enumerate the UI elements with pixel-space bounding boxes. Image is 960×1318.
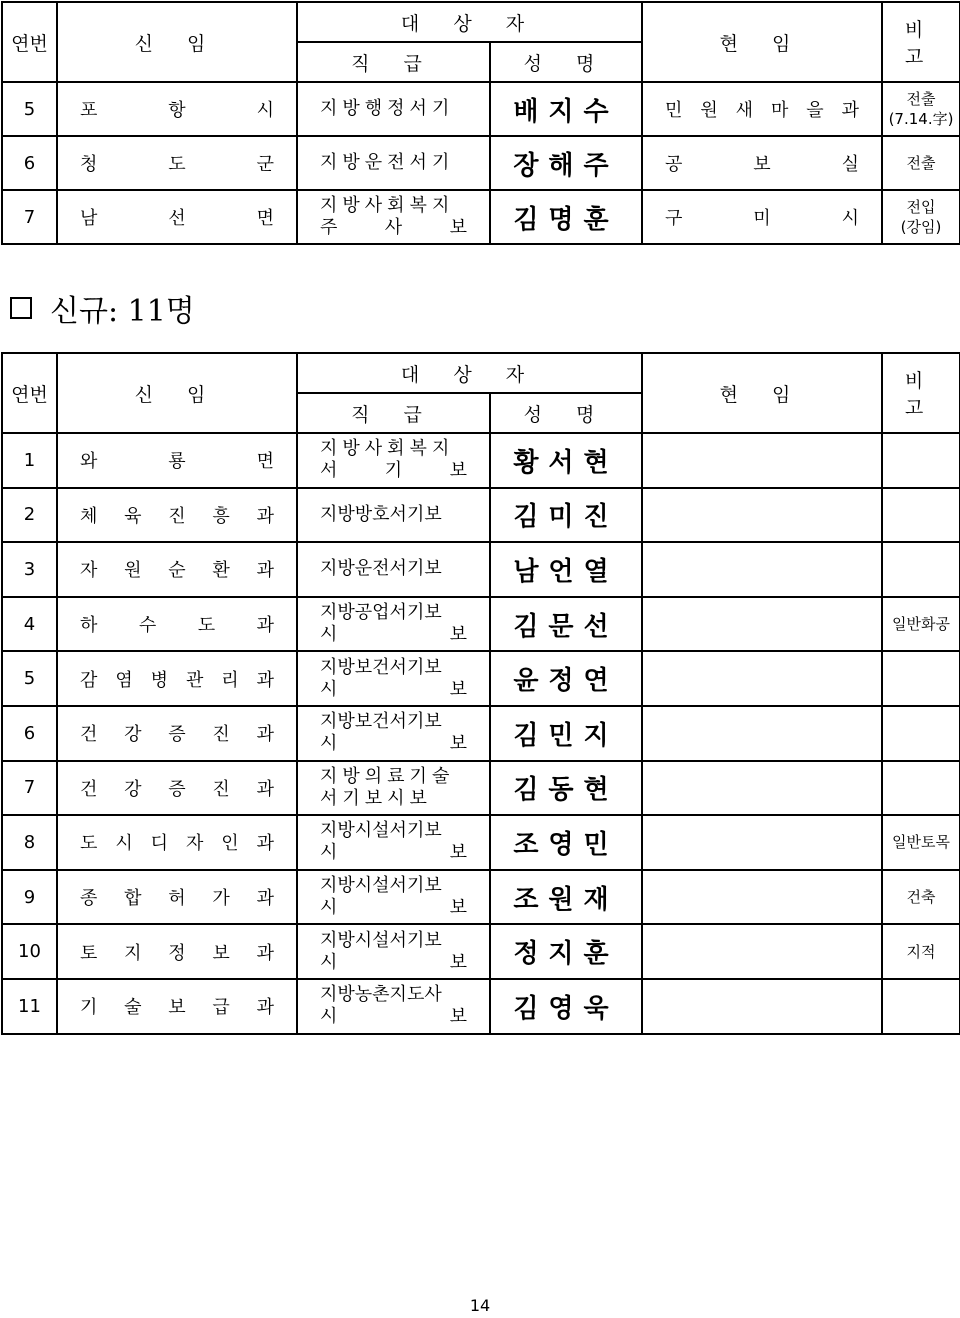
grade-cell: 지방사회복지 서 기 보 xyxy=(297,433,490,488)
row-number: 2 xyxy=(2,488,57,543)
remark-cell xyxy=(882,761,960,816)
table-row xyxy=(2,82,960,136)
new-post-cell: 자 원 순 환 과 xyxy=(57,542,297,597)
grade-cell: 지방공업서기보 시 보 xyxy=(297,597,490,652)
remark-cell: 지적 xyxy=(882,924,960,979)
new-post-cell: 건 강 증 진 과 xyxy=(57,706,297,761)
person-name: 김명훈 xyxy=(490,190,642,244)
row-number: 4 xyxy=(2,597,57,652)
col-header-no: 연번 xyxy=(2,2,57,82)
grade-cell: 지방방호서기보 xyxy=(297,488,490,543)
grade-cell: 지방행정서기 xyxy=(297,82,490,136)
current-post-cell: 공 보 실 xyxy=(642,136,882,190)
new-post-cell: 와 룡 면 xyxy=(57,433,297,488)
current-post-cell xyxy=(642,651,882,706)
row-number: 1 xyxy=(2,433,57,488)
table-row xyxy=(2,597,960,652)
row-number: 7 xyxy=(2,190,57,244)
row-number: 6 xyxy=(2,706,57,761)
person-name: 조영민 xyxy=(490,815,642,870)
col-header-target: 대 상 자 xyxy=(297,2,642,42)
remark-cell: 건축 xyxy=(882,870,960,925)
table-row xyxy=(2,488,960,543)
grade-cell: 지방시설서기보 시 보 xyxy=(297,815,490,870)
new-post-cell: 남 선 면 xyxy=(57,190,297,244)
remark-cell xyxy=(882,433,960,488)
row-number: 11 xyxy=(2,979,57,1034)
current-post-cell xyxy=(642,542,882,597)
current-post-cell xyxy=(642,706,882,761)
table-row xyxy=(2,924,960,979)
current-post-cell: 민 원 새 마 을 과 xyxy=(642,82,882,136)
new-post-cell: 토 지 정 보 과 xyxy=(57,924,297,979)
table-row xyxy=(2,190,960,244)
table-row xyxy=(2,706,960,761)
grade-cell: 지방보건서기보 시 보 xyxy=(297,706,490,761)
remark-cell: 일반토목 xyxy=(882,815,960,870)
row-number: 5 xyxy=(2,651,57,706)
person-name: 김영욱 xyxy=(490,979,642,1034)
grade-cell: 지방시설서기보 시 보 xyxy=(297,870,490,925)
remark-cell xyxy=(882,542,960,597)
col-header-no: 연번 xyxy=(2,353,57,433)
row-number: 8 xyxy=(2,815,57,870)
remark-cell: 전입 (강임) xyxy=(882,190,960,244)
page-number: 14 xyxy=(469,1296,491,1315)
row-number: 7 xyxy=(2,761,57,816)
remark-cell: 일반화공 xyxy=(882,597,960,652)
remark-cell xyxy=(882,706,960,761)
person-name: 김미진 xyxy=(490,488,642,543)
new-post-cell: 감 염 병 관 리 과 xyxy=(57,651,297,706)
current-post-cell xyxy=(642,815,882,870)
grade-cell: 지방시설서기보 시 보 xyxy=(297,924,490,979)
table-row xyxy=(2,651,960,706)
new-post-cell: 포 항 시 xyxy=(57,82,297,136)
new-post-cell: 도 시 디 자 인 과 xyxy=(57,815,297,870)
grade-cell: 지방운전서기 xyxy=(297,136,490,190)
current-post-cell xyxy=(642,597,882,652)
col-header-grade: 직 급 xyxy=(297,393,490,433)
remark-cell: 전출 xyxy=(882,136,960,190)
person-name: 조원재 xyxy=(490,870,642,925)
new-post-cell: 종 합 허 가 과 xyxy=(57,870,297,925)
col-header-name: 성 명 xyxy=(490,393,642,433)
person-name: 남언열 xyxy=(490,542,642,597)
remark-cell xyxy=(882,651,960,706)
table-row xyxy=(2,870,960,925)
current-post-cell xyxy=(642,761,882,816)
col-header-remark: 비 고 xyxy=(882,353,960,433)
col-header-current: 현 임 xyxy=(642,2,882,82)
current-post-cell xyxy=(642,433,882,488)
person-name: 배지수 xyxy=(490,82,642,136)
new-post-cell: 하 수 도 과 xyxy=(57,597,297,652)
remark-cell xyxy=(882,979,960,1034)
person-name: 윤정연 xyxy=(490,651,642,706)
grade-cell: 지방운전서기보 xyxy=(297,542,490,597)
row-number: 3 xyxy=(2,542,57,597)
table-row xyxy=(2,815,960,870)
table-row xyxy=(2,542,960,597)
new-hire-table xyxy=(1,352,960,1035)
row-number: 5 xyxy=(2,82,57,136)
person-name: 장해주 xyxy=(490,136,642,190)
person-name: 김문선 xyxy=(490,597,642,652)
remark-cell xyxy=(882,488,960,543)
person-name: 김동현 xyxy=(490,761,642,816)
col-header-target: 대 상 자 xyxy=(297,353,642,393)
section-new-hires-title: 신규: 11명 xyxy=(10,286,195,330)
new-post-cell: 기 술 보 급 과 xyxy=(57,979,297,1034)
current-post-cell xyxy=(642,924,882,979)
col-header-name: 성 명 xyxy=(490,42,642,82)
table-row xyxy=(2,433,960,488)
row-number: 10 xyxy=(2,924,57,979)
row-number: 9 xyxy=(2,870,57,925)
col-header-grade: 직 급 xyxy=(297,42,490,82)
current-post-cell: 구 미 시 xyxy=(642,190,882,244)
remark-cell: 전출 (7.14.字) xyxy=(882,82,960,136)
row-number: 6 xyxy=(2,136,57,190)
new-post-cell: 청 도 군 xyxy=(57,136,297,190)
new-post-cell: 건 강 증 진 과 xyxy=(57,761,297,816)
grade-cell: 지방사회복지 주 사 보 xyxy=(297,190,490,244)
grade-cell: 지방의료기술 서기보시보 xyxy=(297,761,490,816)
person-name: 김민지 xyxy=(490,706,642,761)
person-name: 정지훈 xyxy=(490,924,642,979)
col-header-new-post: 신 임 xyxy=(57,2,297,82)
table-row xyxy=(2,761,960,816)
table-row xyxy=(2,979,960,1034)
person-name: 황서현 xyxy=(490,433,642,488)
col-header-remark: 비 고 xyxy=(882,2,960,82)
current-post-cell xyxy=(642,870,882,925)
table-row xyxy=(2,136,960,190)
current-post-cell xyxy=(642,979,882,1034)
new-post-cell: 체 육 진 흥 과 xyxy=(57,488,297,543)
col-header-new-post: 신 임 xyxy=(57,353,297,433)
checkbox-square-icon xyxy=(10,297,32,319)
current-post-cell xyxy=(642,488,882,543)
grade-cell: 지방보건서기보 시 보 xyxy=(297,651,490,706)
col-header-current: 현 임 xyxy=(642,353,882,433)
grade-cell: 지방농촌지도사 시 보 xyxy=(297,979,490,1034)
transfer-table xyxy=(1,1,960,245)
